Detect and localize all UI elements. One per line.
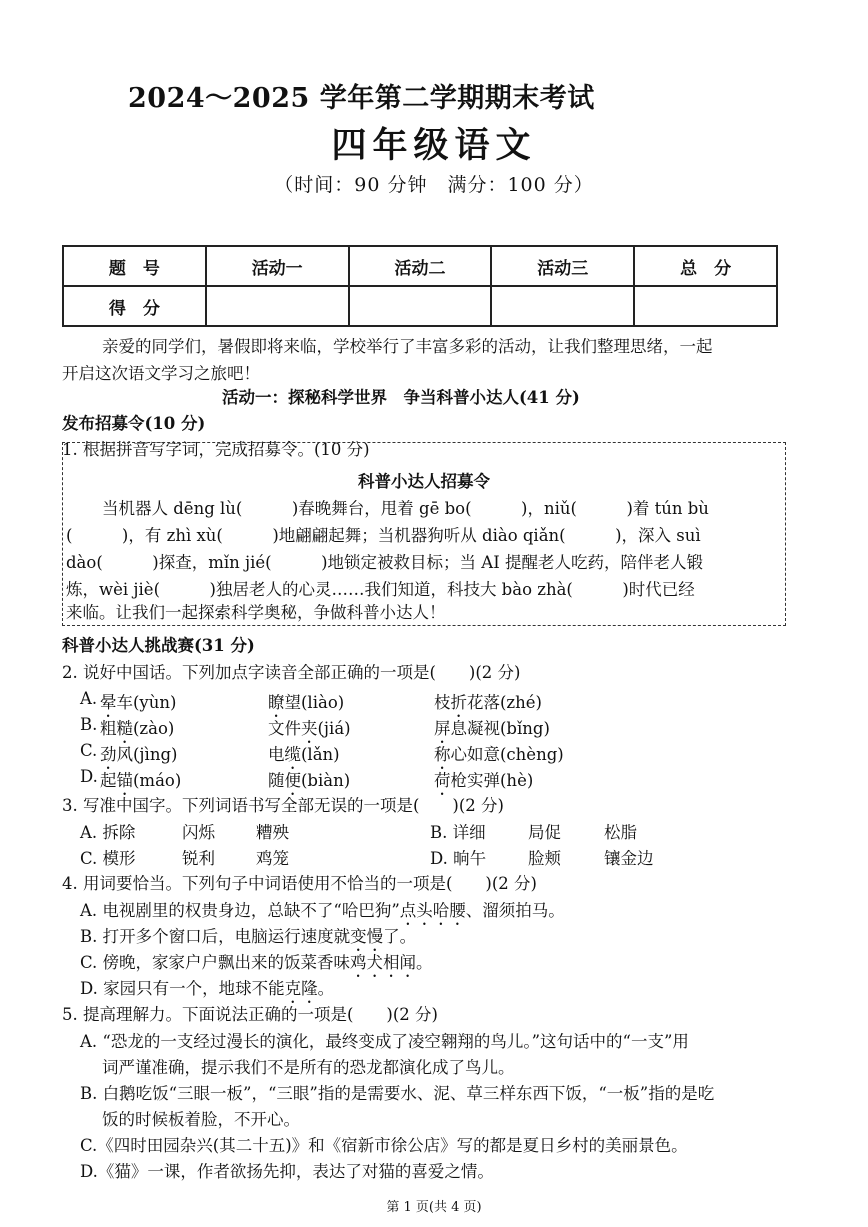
option-text: 文件 (268, 719, 301, 738)
option-text: 心如意(chèng) (450, 745, 564, 764)
intro-line: 亲爱的同学们，暑假即将来临，学校举行了丰富多彩的活动，让我们整理思绪，一起 (102, 337, 713, 356)
option-text: D. 家园只有一个，地球不能 (80, 979, 285, 998)
recruit-line: 炼，wèi jiè( )独居老人的心灵……我们知道，科技大 bào zhà( )时代已经 (66, 580, 695, 599)
dotted-phrase: 鸡犬相闻 (350, 953, 417, 972)
option-item: 鸡笼 (256, 849, 289, 868)
option-text: (máo) (133, 771, 182, 790)
dotted-char: 锚 (116, 771, 133, 790)
dotted-phrase: 点头哈腰 (399, 901, 466, 920)
dotted-char: 劲 (100, 745, 117, 764)
option-item: 闪烁 (182, 823, 215, 842)
section-title: 发布招募令(10 分) (62, 414, 206, 433)
option-text: A. 电视剧里的权贵身边，总缺不了“哈巴狗” (80, 901, 400, 920)
option-label: A. (80, 689, 98, 708)
option-text: 枝 (434, 693, 451, 712)
option-text: 、溜须拍马。 (465, 901, 565, 920)
recruit-line: dào( )探查，mǐn jié( )地锁定被救目标；当 AI 提醒老人吃药，陪伴老人锻 (66, 553, 703, 572)
dotted-char: 夹 (301, 719, 318, 738)
score-table-cell: 得 分 (63, 286, 206, 326)
dotted-char: 便 (284, 771, 301, 790)
option-item: D. 晌午 (430, 849, 487, 868)
option-text: 随 (268, 771, 285, 790)
dotted-char: 折 (450, 693, 467, 712)
exam-info: （时间：90 分钟 满分：100 分） (274, 174, 594, 196)
score-table-cell: 题 号 (63, 246, 206, 286)
option-text: 了。 (383, 927, 417, 946)
option-text: 粗 (100, 719, 117, 738)
intro-line: 开启这次语文学习之旅吧！ (62, 364, 260, 383)
score-table-cell: 活动一 (206, 246, 349, 286)
score-input-cell[interactable] (206, 286, 349, 326)
option-text: 望(liào) (284, 693, 345, 712)
option-text: 花落(zhé) (467, 693, 542, 712)
option-text: C. 傍晚，家家户户飘出来的饭菜香味 (80, 953, 351, 972)
question-stem: 3. 写准中国字。下列词语书写全部无误的一项是( )(2 分) (62, 796, 504, 815)
score-table (62, 245, 778, 327)
score-table-score-row (63, 286, 777, 326)
question-stem: 4. 用词要恰当。下列句子中词语使用不恰当的一项是( )(2 分) (62, 874, 537, 893)
recruit-line: 当机器人 dēng lù( )春晚舞台，甩着 gē bo( )，niǔ( )着 tún bù (102, 499, 709, 518)
dotted-char: 瞭 (268, 693, 285, 712)
option-item: C.《四时田园杂兴(其二十五)》和《宿新市徐公店》写的都是夏日乡村的美丽景色。 (80, 1136, 688, 1155)
option-item: B. 白鹅吃饭“三眼一板”，“三眼”指的是需要水、泥、草三样东西下饭，“一板”指的是吃 (80, 1084, 715, 1103)
option-text: 起 (100, 771, 117, 790)
option-item: A. 拆除 (80, 823, 136, 842)
dotted-phrase: 克隆 (284, 979, 318, 998)
recruit-line: ( )，有 zhì xù( )地翩翩起舞；当机器狗听从 diào qiǎn( )，深入 suì (66, 526, 701, 545)
score-table-cell: 活动三 (491, 246, 634, 286)
option-item: B. 详细 (430, 823, 486, 842)
question-stem: 2. 说好中国话。下列加点字读音全部正确的一项是( )(2 分) (62, 663, 521, 682)
option-item: A. “恐龙的一支经过漫长的演化，最终变成了凌空翱翔的鸟儿。”这句话中的“一支”用 (80, 1032, 689, 1051)
option-item: 锐利 (182, 849, 215, 868)
score-input-cell[interactable] (349, 286, 492, 326)
option-item: 脸颊 (528, 849, 561, 868)
option-text: 电 (268, 745, 285, 764)
dotted-char: 晕 (100, 693, 117, 712)
dotted-char: 屏 (434, 719, 451, 738)
option-text: (biàn) (301, 771, 351, 790)
option-item: C. 模形 (80, 849, 136, 868)
option-item: D.《猫》一课，作者欲扬先抑，表达了对猫的喜爱之情。 (80, 1162, 494, 1181)
option-label: C. (80, 741, 98, 760)
option-text: 。 (317, 979, 335, 998)
score-input-cell[interactable] (491, 286, 634, 326)
option-text: 风(jìng) (116, 745, 178, 764)
section-title: 科普小达人挑战赛(31 分) (62, 636, 255, 655)
subject-title: 四年级语文 (331, 125, 537, 166)
dotted-phrase: 变慢 (350, 927, 384, 946)
option-text: (jiá) (317, 719, 351, 738)
option-item: 糟殃 (256, 823, 289, 842)
score-input-cell[interactable] (634, 286, 777, 326)
option-text: 。 (416, 953, 433, 972)
question-stem: 1. 根据拼音写字词，完成招募令。(10 分) (62, 440, 370, 459)
option-item: 局促 (528, 823, 561, 842)
option-text: (lǎn) (301, 745, 340, 764)
option-item-continued: 词严谨准确，提示我们不是所有的恐龙都演化成了鸟儿。 (102, 1058, 515, 1077)
option-item-continued: 饭的时候板着脸，不开心。 (102, 1110, 300, 1129)
option-label: B. (80, 715, 98, 734)
dotted-char: 荷 (434, 771, 451, 790)
dotted-char: 糙 (116, 719, 133, 738)
option-text: 枪实弹(hè) (450, 771, 534, 790)
option-item: 松脂 (604, 823, 637, 842)
dotted-char: 称 (434, 745, 451, 764)
option-text: (zào) (133, 719, 175, 738)
recruit-line: 来临。让我们一起探索科学奥秘，争做科普小达人！ (66, 603, 446, 622)
option-text: B. 打开多个窗口后，电脑运行速度就 (80, 927, 351, 946)
activity-title: 活动一：探秘科学世界 争当科普小达人(41 分) (222, 388, 580, 407)
score-table-header-row (63, 246, 777, 286)
dotted-char: 缆 (284, 745, 301, 764)
exam-title: 2024～2025 学年第二学期期末考试 (128, 83, 595, 114)
recruit-title: 科普小达人招募令 (358, 472, 490, 491)
score-table-cell: 总 分 (634, 246, 777, 286)
option-text: 车(yùn) (116, 693, 177, 712)
page-number: 第 1 页(共 4 页) (386, 1200, 482, 1215)
option-item: 镶金边 (604, 849, 654, 868)
question-stem: 5. 提高理解力。下面说法正确的一项是( )(2 分) (62, 1005, 438, 1024)
score-table-cell: 活动二 (349, 246, 492, 286)
option-text: 息凝视(bǐng) (450, 719, 550, 738)
option-label: D. (80, 767, 98, 786)
